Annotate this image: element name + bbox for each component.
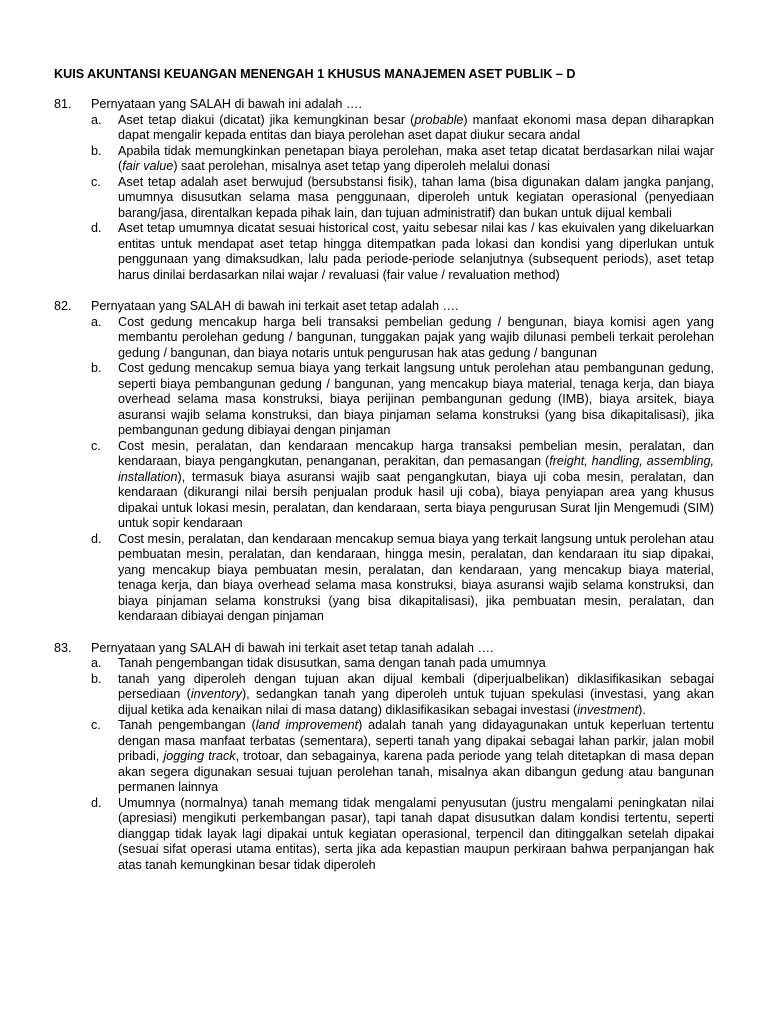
answer-option [91,672,714,719]
option-letter: b. [91,671,102,686]
option-text: tanah yang diperoleh dengan tujuan akan dijual kembali (diperjualbelikan) diklasifikasikan sebagai persediaan (inventory), sedangkan tanah yang diperoleh untuk tujuan spekulasi (investasi, yang akan dijual ketika ada kenaikan nilai di masa datang) diklasifikasikan sebagai investasi (investment). [118,671,714,717]
question-text: Pernyataan yang SALAH di bawah ini terkait aset tetap tanah adalah …. [91,640,494,655]
question-text: Pernyataan yang SALAH di bawah ini adalah …. [91,97,362,111]
answer-option [91,144,714,175]
option-letter: c. [91,718,101,732]
document-title: KUIS AKUNTANSI KEUANGAN MENENGAH 1 KHUSUS MANAJEMEN ASET PUBLIK – D [54,67,576,81]
answer-option [91,315,714,362]
option-text: Cost mesin, peralatan, dan kendaraan mencakup semua biaya yang terkait langsung untuk perolehan atau pembuatan mesin, peralatan, dan kendaraan, hingga mesin, peralatan, dan kendaraan itu siap dipakai, yang mencakup biaya pembuatan mesin, peralatan, dan kendaraan, yang mencakup biaya material, tenaga kerja, dan biaya overhead selama masa konstruksi, biaya asuransi wajib selama konstruksi, dan biaya pinjaman selama konstruksi (yang bisa dikapitalisasi), jika pembuatan mesin, peralatan, dan kendaraan dibiayai dengan pinjaman [118,531,714,623]
question-stem [54,97,714,113]
question [54,97,714,283]
option-text: Aset tetap diakui (dicatat) jika kemungkinan besar (probable) manfaat ekonomi masa depan diharapkan dapat mengalir kepada entitas dan biaya perolehan aset dapat diukur secara andal [118,112,714,142]
answer-option [91,361,714,439]
option-letter: d. [91,531,102,546]
option-letter: a. [91,656,102,670]
question-number: 81. [54,97,72,111]
option-list [54,113,714,284]
question-stem [54,299,714,315]
option-letter: a. [91,112,102,127]
option-text: Umumnya (normalnya) tanah memang tidak mengalami penyusutan (justru mengalami peningkatan nilai (apresiasi) mengikuti perkembangan pasar), tapi tanah dapat disusutkan dalam kondisi tertentu, seperti dianggap tidak layak lagi dipakai untuk kegiatan operasional, terpencil dan ditinggalkan setelah dipakai (sesuai sifat operasi utama entitas), serta jika ada kepastian maupun perkiraan bahwa perpanjangan hak atas tanah kemungkinan besar tidak diperoleh [118,795,714,872]
option-list [54,656,714,873]
option-letter: d. [91,221,102,235]
answer-option [91,656,714,672]
option-text: Aset tetap umumnya dicatat sesuai historical cost, yaitu sebesar nilai kas / kas ekuivalen yang dikeluarkan entitas untuk mendapat aset tetap hingga ditempatkan pada lokasi dan kondisi yang diperlukan untuk penggunaan yang dimaksudkan, lalu pada periode-periode selanjutnya (subsequent periods), aset tetap harus dinilai berdasarkan nilai wajar / revaluasi (fair value / revaluation method) [118,221,714,282]
question [54,641,714,874]
answer-option [91,796,714,874]
question-number: 83. [54,640,72,655]
option-text: Apabila tidak memungkinkan penetapan biaya perolehan, maka aset tetap dicatat berdasarkan nilai wajar (fair value) saat perolehan, misalnya aset tetap yang diperoleh melalui donasi [118,143,714,173]
question-text: Pernyataan yang SALAH di bawah ini terkait aset tetap adalah …. [91,299,459,313]
option-letter: b. [91,143,102,158]
option-letter: c. [91,438,101,453]
option-text: Tanah pengembangan tidak disusutkan, sama dengan tanah pada umumnya [118,656,546,670]
option-text: Aset tetap adalah aset berwujud (bersubstansi fisik), tahan lama (bisa digunakan dalam jangka panjang, umumnya disusutkan selama masa penggunaan, diperoleh untuk kegiatan operasional (penyediaan barang/jasa, direntalkan kepada pihak lain, dan tujuan administratif) dan bukan untuk dijual kembali [118,174,714,220]
answer-option [91,113,714,144]
option-list [54,315,714,625]
question [54,299,714,625]
answer-option [91,221,714,283]
answer-option [91,439,714,532]
option-letter: b. [91,361,102,375]
option-letter: a. [91,314,102,329]
question-stem [54,641,714,657]
option-letter: c. [91,174,101,189]
question-list [54,97,714,889]
answer-option [91,718,714,796]
answer-option [91,175,714,222]
answer-option [91,532,714,625]
option-text: Cost gedung mencakup semua biaya yang terkait langsung untuk perolehan atau pembangunan gedung, seperti biaya pembangunan gedung / bangunan, yang mencakup biaya material, tenaga kerja, dan biaya overhead selama masa konstruksi, biaya perijinan pembangunan gedung (IMB), biaya arsitek, biaya asuransi wajib selama konstruksi, dan biaya pinjaman selama konstruksi (yang bisa dikapitalisasi), jika pembangunan gedung dibiayai dengan pinjaman [118,361,714,437]
option-letter: d. [91,795,102,810]
option-text: Cost gedung mencakup harga beli transaksi pembelian gedung / bengunan, biaya komisi agen yang membantu perolehan gedung / bangunan, tunggakan pajak yang wajib dilunasi pembeli terkait perolehan gedung / bangunan, dan biaya notaris untuk pengurusan hak atas gedung / bangunan [118,314,714,360]
option-text: Cost mesin, peralatan, dan kendaraan mencakup harga transaksi pembelian mesin, peralatan, dan kendaraan, biaya pengangkutan, penanganan, perakitan, dan pemasangan (freight, handling, assembling, installation), termasuk biaya asuransi wajib saat pengangkutan, biaya uji coba mesin, peralatan, dan kendaraan (dikurangi nilai bersih penjualan produk hasil uji coba), biaya penyiapan area yang khusus dipakai untuk lokasi mesin, peralatan, dan kendaraan, serta biaya pengurusan Surat Ijin Mengemudi (SIM) untuk sopir kendaraan [118,438,714,530]
question-number: 82. [54,299,72,313]
option-text: Tanah pengembangan (land improvement) adalah tanah yang didayagunakan untuk keperluan tertentu dengan masa manfaat terbatas (sementara), seperti tanah yang dipakai sebagai lahan parkir, jalan mobil pribadi, jogging track, trotoar, dan sebagainya, karena pada periode yang telah ditetapkan di masa depan akan segera digunakan sesuai tujuan perolehan tanah, misalnya akan dibangun gedung atau bangunan permanen lainnya [118,718,715,794]
